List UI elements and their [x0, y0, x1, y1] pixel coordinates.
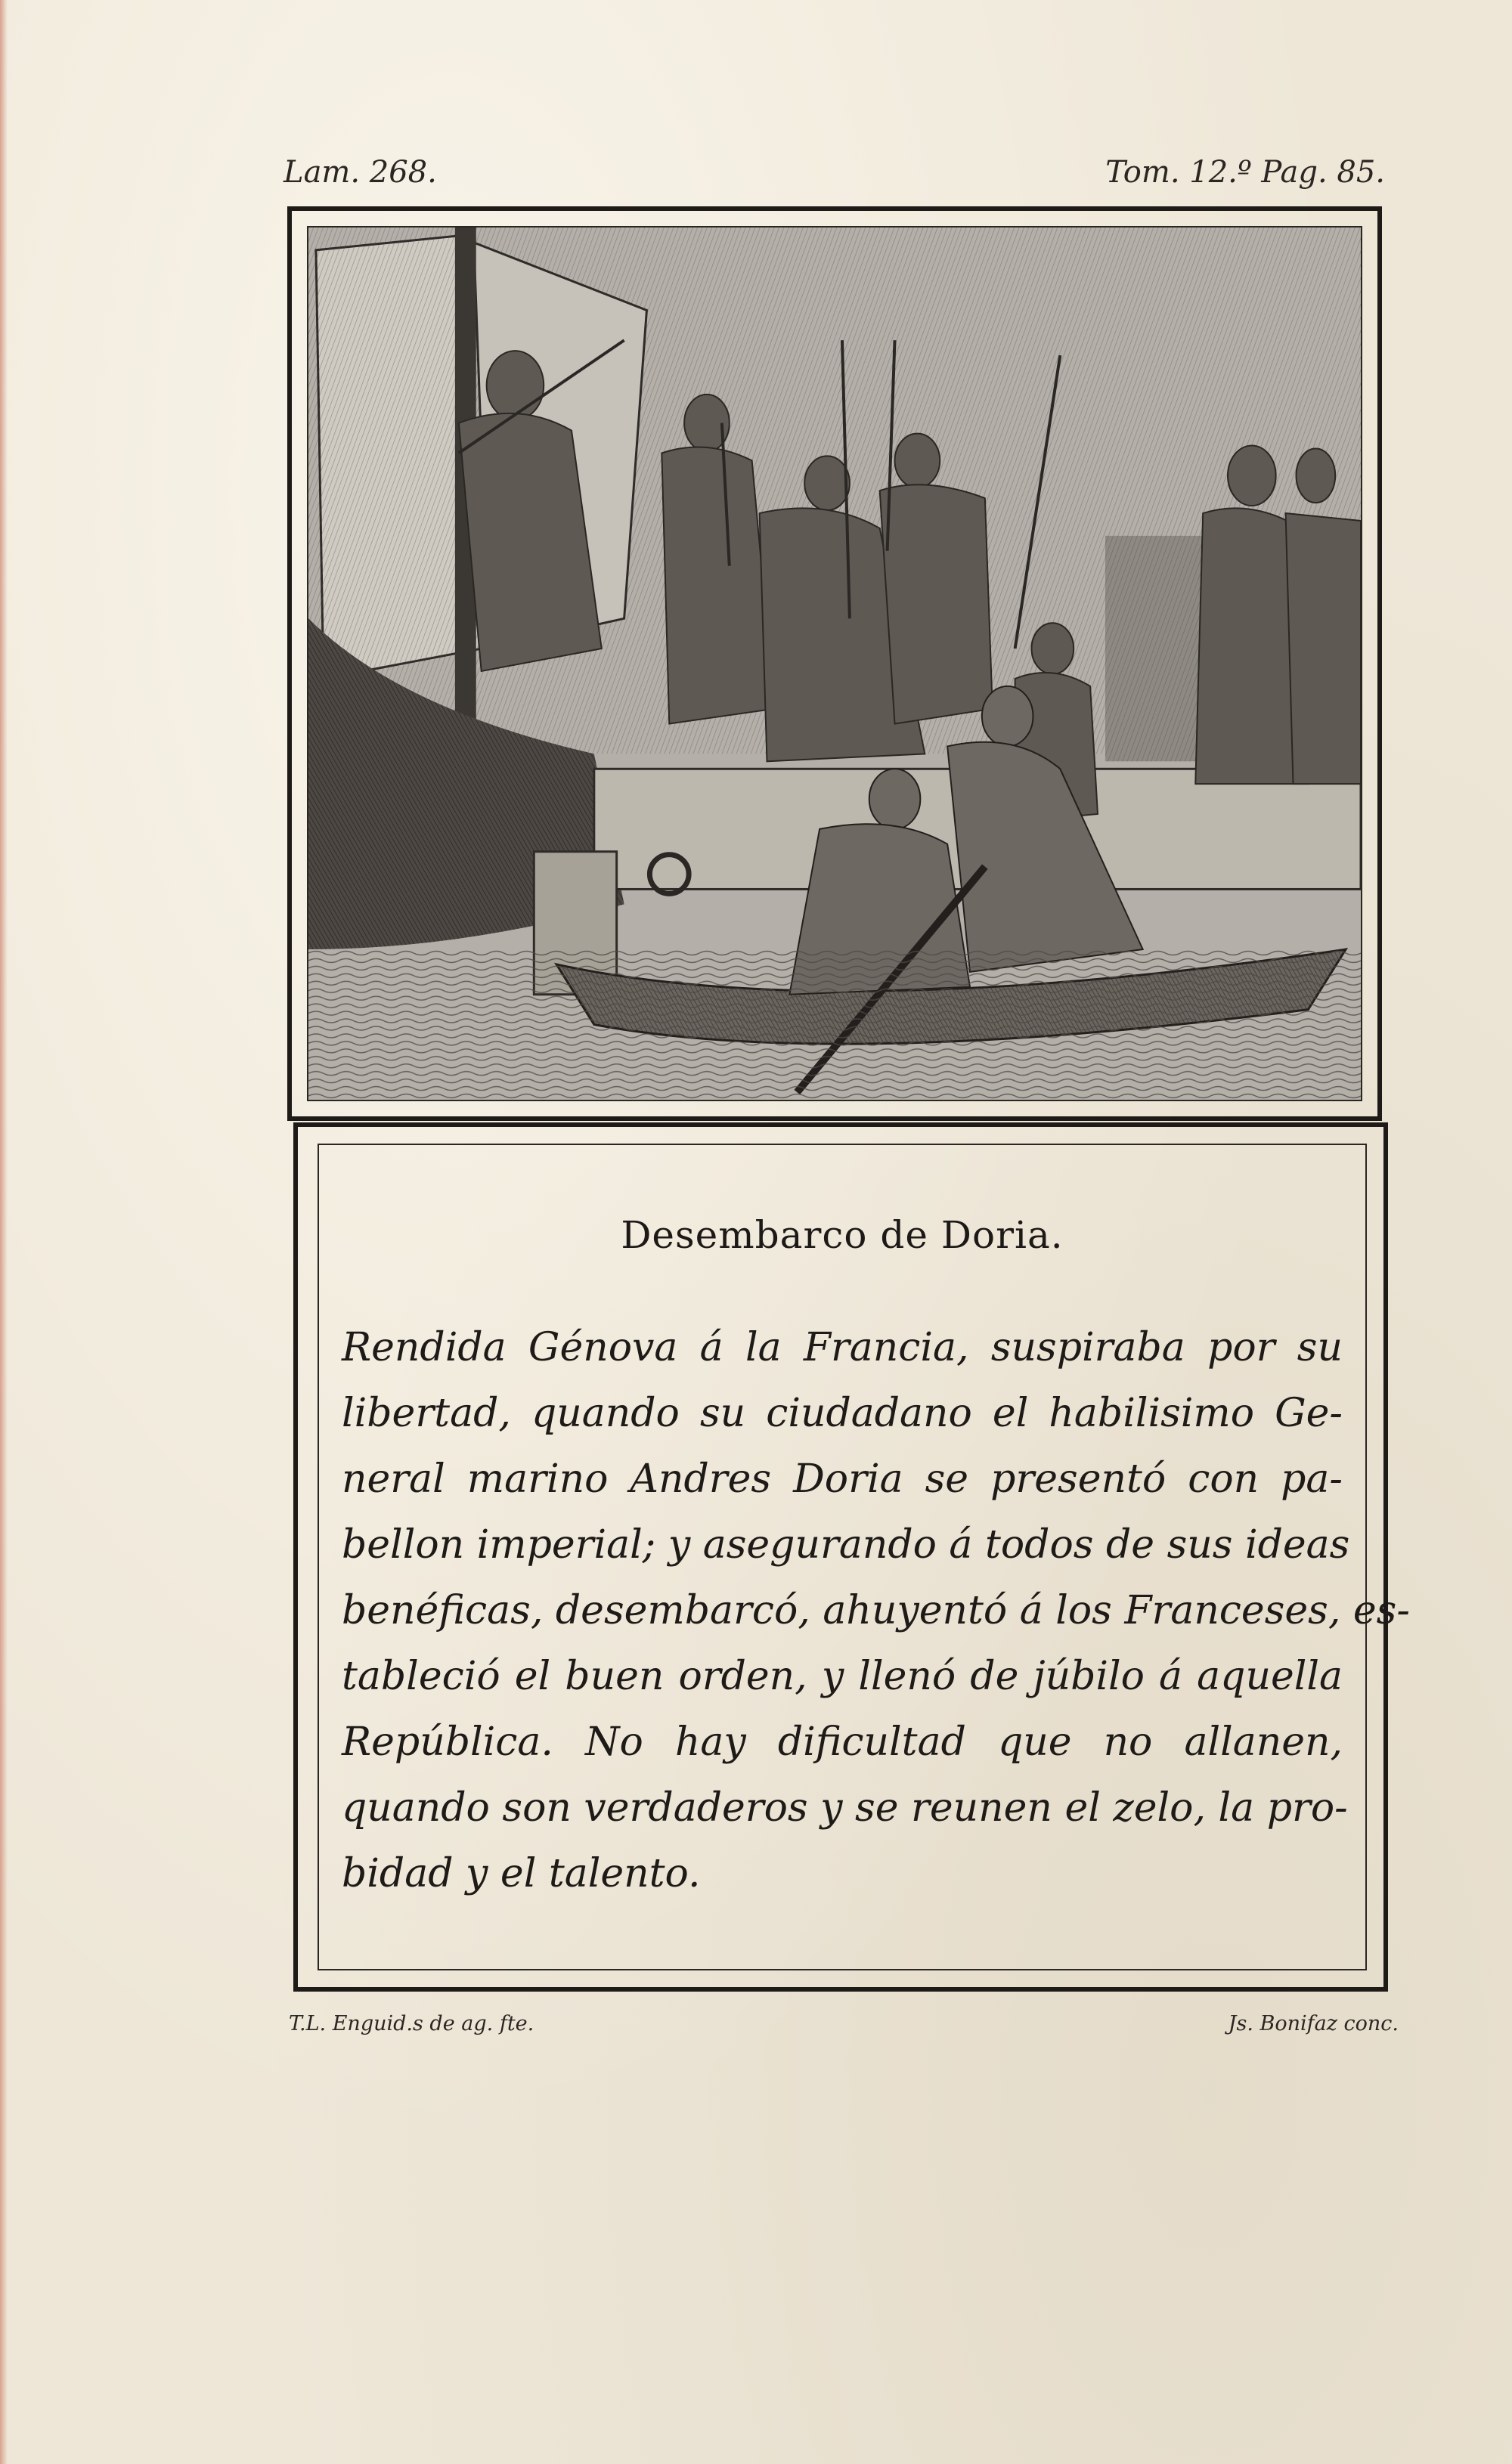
caption-line: quando son verdaderos y se reunen el zelo, la pro-	[342, 1785, 1348, 1831]
caption-line: benéficas, desembarcó, ahuyentó á los Franceses, es-	[342, 1588, 1410, 1633]
plate-number: Lam. 268.	[284, 155, 437, 190]
engraving-image	[308, 228, 1361, 1100]
caption-line: bellon imperial; y asegurando á todos de sus ideas	[342, 1522, 1350, 1568]
caption-line: libertad, quando su ciudadano el habilisimo Ge-	[342, 1391, 1343, 1436]
caption-title: Desembarco de Doria.	[621, 1213, 1064, 1257]
volume-page-reference: Tom. 12.º Pag. 85.	[1105, 155, 1385, 190]
caption-line: República. No hay dificultad que no allanen,	[342, 1720, 1343, 1765]
illustration-frame	[287, 206, 1382, 1121]
paper-edge	[0, 0, 8, 2464]
engraver-credit: T.L. Enguid.s de ag. fte.	[289, 2012, 534, 2035]
caption-line: bidad y el talento.	[342, 1851, 701, 1896]
caption-text	[342, 1315, 1410, 1907]
engraving-illustration	[307, 226, 1362, 1101]
caption-line: neral marino Andres Doria se presentó con pa-	[342, 1456, 1343, 1502]
caption-box	[318, 1144, 1410, 1970]
caption-frame	[293, 1122, 1410, 1992]
finisher-credit: Js. Bonifaz conc.	[1228, 2012, 1399, 2035]
caption-line: Rendida Génova á la Francia, suspiraba por su	[342, 1325, 1343, 1370]
caption-line: tableció el buen orden, y llenó de júbilo á aquella	[342, 1654, 1343, 1699]
